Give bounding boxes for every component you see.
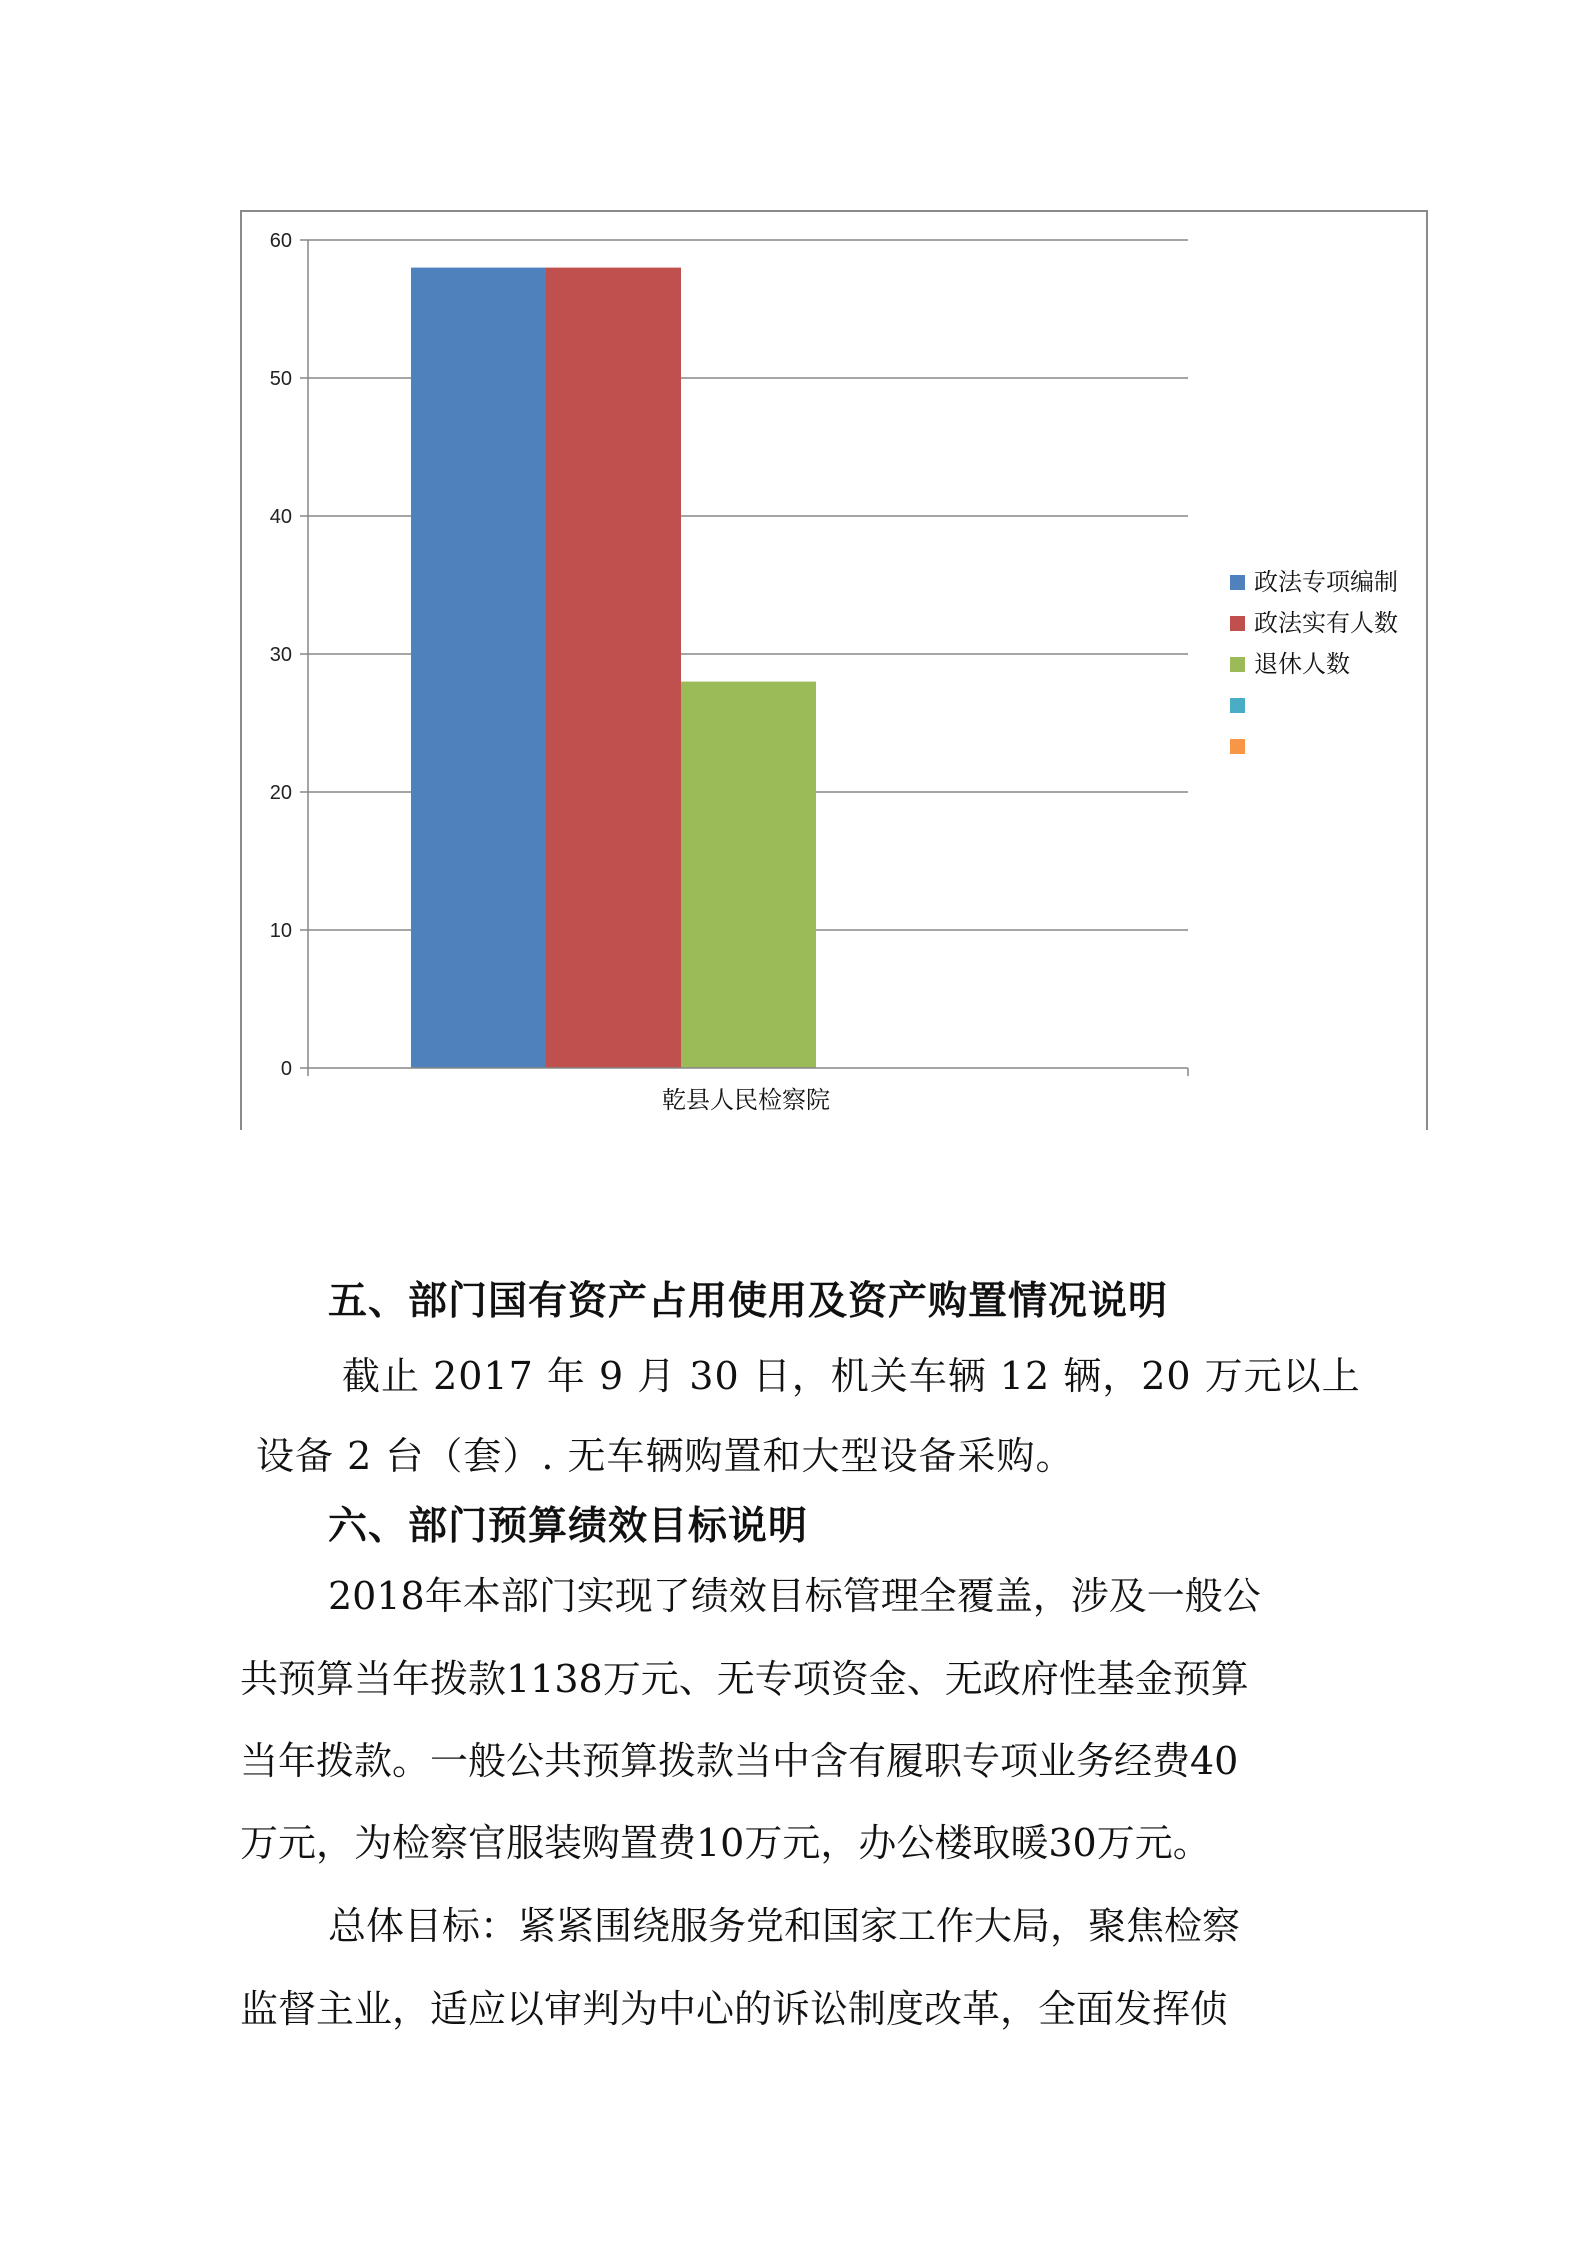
section-5-heading: 五、部门国有资产占用使用及资产购置情况说明 [328,1279,1169,1324]
y-tick-label-50: 50 [269,368,292,390]
section-6-line-4: 万元，为检察官服装购置费10万元，办公楼取暖30万元。 [240,1821,1211,1865]
bar-series-2 [681,682,816,1068]
category-label: 乾县人民检察院 [662,1086,830,1114]
y-tick-label-30: 30 [269,644,292,666]
legend-swatch-1 [1230,616,1245,631]
y-tick-label-40: 40 [269,506,292,528]
legend-swatch-4 [1230,739,1245,754]
section-5-line-1: 截止 2017 年 9 月 30 日，机关车辆 12 辆，20 万元以上 [342,1354,1361,1398]
y-tick-label-20: 20 [269,782,292,804]
goal-line-1: 总体目标：紧紧围绕服务党和国家工作大局，聚焦检察 [328,1904,1241,1948]
section-6-line-1: 2018年本部门实现了绩效目标管理全覆盖，涉及一般公 [328,1574,1261,1618]
bar-series-0 [411,268,546,1068]
legend-swatch-2 [1230,657,1245,672]
legend-label-0: 政法专项编制 [1254,568,1398,596]
section-6-line-3: 当年拨款。一般公共预算拨款当中含有履职专项业务经费40 [240,1739,1239,1783]
legend-label-1: 政法实有人数 [1254,609,1398,637]
bar-series-1 [546,268,681,1068]
section-5-line-2: 设备 2 台（套）. 无车辆购置和大型设备采购。 [256,1434,1075,1478]
y-tick-label-0: 0 [280,1058,292,1080]
goal-line-2: 监督主业，适应以审判为中心的诉讼制度改革，全面发挥侦 [240,1987,1229,2031]
section-6-line-2: 共预算当年拨款1138万元、无专项资金、无政府性基金预算 [240,1657,1249,1701]
legend-label-2: 退休人数 [1254,650,1350,678]
bar-chart-frame [240,210,1428,1130]
legend-swatch-3 [1230,698,1245,713]
y-tick-label-10: 10 [269,920,292,942]
y-tick-label-60: 60 [269,230,292,252]
legend-swatch-0 [1230,575,1245,590]
bar-chart [242,212,1428,1130]
section-6-heading: 六、部门预算绩效目标说明 [328,1504,809,1549]
